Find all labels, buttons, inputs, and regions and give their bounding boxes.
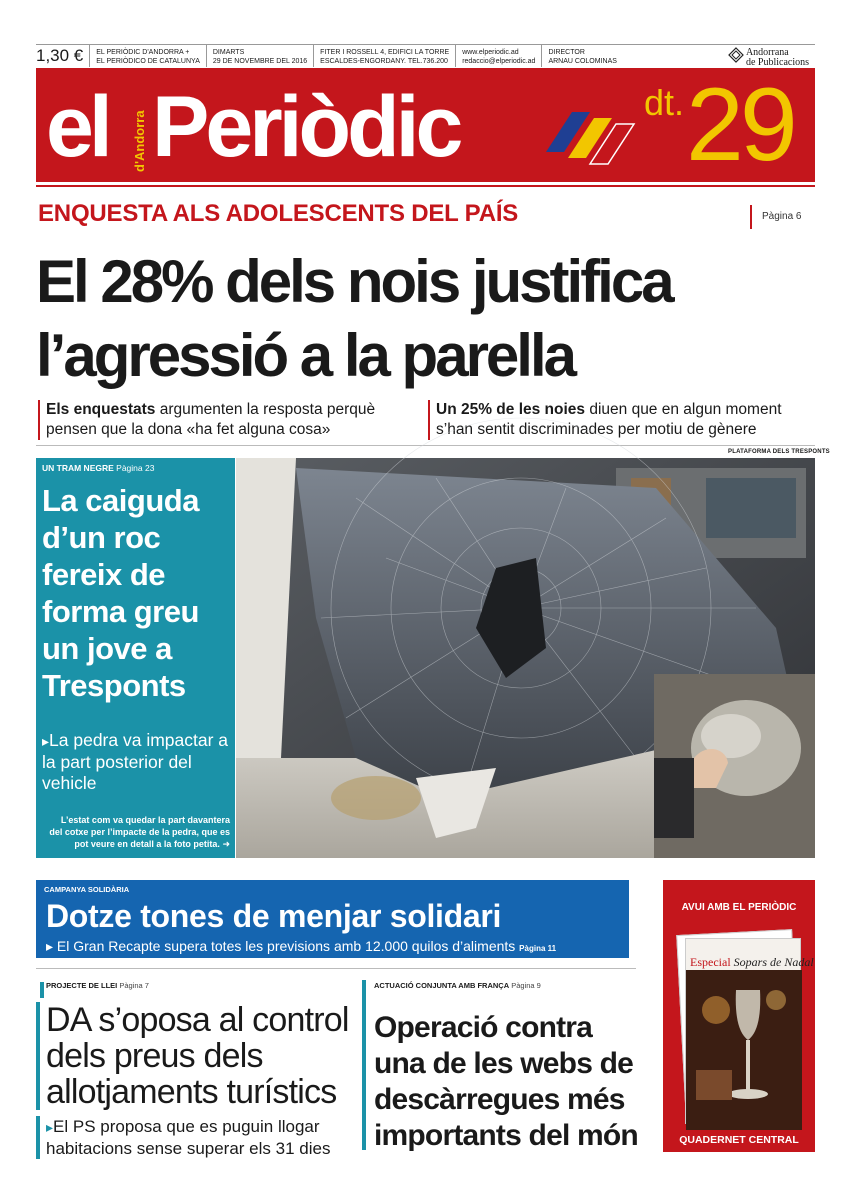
andorra-flag-icon xyxy=(544,112,634,172)
weekday: dt. xyxy=(644,82,685,123)
story1-title[interactable]: DA s’oposa al control dels preus dels allotjaments turístics xyxy=(36,1002,354,1110)
masthead xyxy=(36,68,815,182)
lead-page-ref[interactable]: Pàgina 6 xyxy=(750,205,801,229)
day-number: 29 xyxy=(686,67,794,183)
logo-el: el xyxy=(46,79,108,175)
website-link[interactable]: www.elperiodic.ad xyxy=(462,49,519,56)
director: DIRECTOR ARNAU COLOMINAS xyxy=(541,45,622,67)
photo-credit: PLATAFORMA DELS TRESPONTS xyxy=(728,449,830,455)
lead-kicker: ENQUESTA ALS ADOLESCENTS DEL PAÍS xyxy=(38,200,519,227)
car-photo[interactable] xyxy=(236,458,815,858)
wine-glass-image xyxy=(686,970,802,1130)
photo-caption: L’estat com va quedar la part davantera del cotxe per l’impacte de la pedra, que es pot veure en detall a la foto petita. ➜ xyxy=(49,815,230,849)
publisher-diamond-icon xyxy=(729,48,743,62)
supplement-promo[interactable] xyxy=(663,880,815,1152)
photo-story-bullet: ▸La pedra va impactar a la part posterior del vehicle xyxy=(42,730,229,793)
magazine-front-page xyxy=(685,938,814,1124)
promo-bottom: QUADERNET CENTRAL xyxy=(679,1134,799,1146)
banner-page-ref: Pàgina 11 xyxy=(519,944,557,953)
magazine-cover xyxy=(681,932,814,1124)
banner-bullet: ▸ El Gran Recapte supera totes les previsions amb 12.000 quilos d’aliments Pàgina 11 xyxy=(46,938,557,954)
bullet-triangle-icon: ▸ xyxy=(46,1119,54,1135)
web-contact[interactable] xyxy=(455,45,541,67)
publisher-info: EL PERIÒDIC D'ANDORRA + EL PERIÒDICO DE CATALUNYA xyxy=(89,45,206,67)
divider xyxy=(36,968,636,969)
publisher-group: Andorrana de Publicacions xyxy=(723,45,815,67)
lead-headline[interactable]: El 28% dels nois justifica l’agressió a la parella xyxy=(36,248,672,389)
bullet-triangle-icon: ▸ xyxy=(42,733,50,749)
story1-tag: PROJECTE DE LLEI Pàgina 7 xyxy=(46,981,149,990)
shattered-windshield-image xyxy=(236,458,815,858)
story2-title[interactable]: Operació contra una de les webs de descàrregues més importants del món xyxy=(374,1011,638,1152)
photo-story-tag: UN TRAM NEGRE Pàgina 23 xyxy=(42,463,155,473)
issue-date: DIMARTS 29 DE NOVEMBRE DEL 2016 xyxy=(206,45,313,67)
address: FITER I ROSSELL 4, EDIFICI LA TORRE ESCALDES-ENGORDANY. TEL.736.200 xyxy=(313,45,455,67)
email-link[interactable]: redaccio@elperiodic.ad xyxy=(462,58,536,65)
banner-title[interactable]: Dotze tones de menjar solidari xyxy=(46,898,502,934)
logo-periodic: Periòdic xyxy=(152,79,460,175)
photo-story-panel[interactable] xyxy=(36,458,235,858)
lead-subhead-1: Els enquestats argumenten la resposta perquè pensen que la dona «ha fet alguna cosa» xyxy=(38,400,408,440)
masthead-rule xyxy=(36,185,815,187)
story1-bullet: ▸El PS proposa que es puguin llogar habitacions sense superar els 31 dies xyxy=(36,1116,354,1159)
logo-andorra: d'Andorra xyxy=(132,110,147,172)
photo-story-title[interactable]: La caiguda d’un roc fereix de forma greu un jove a Tresponts xyxy=(42,483,199,703)
banner-tag: CAMPANYA SOLIDÀRIA xyxy=(44,885,130,894)
lead-subhead-2: Un 25% de les noies diuen que en algun moment s’han sentit discriminades per motiu de gènere xyxy=(428,400,808,440)
arrow-circle-icon: ➜ xyxy=(222,839,230,849)
divider xyxy=(36,445,815,446)
bullet-triangle-icon: ▸ xyxy=(46,938,54,954)
solidarity-banner[interactable] xyxy=(36,880,629,958)
story-tourist-rentals[interactable] xyxy=(36,980,354,1159)
story-download-webs[interactable] xyxy=(362,980,642,1150)
info-strip xyxy=(36,44,815,66)
promo-top: AVUI AMB EL PERIÒDIC xyxy=(681,902,797,913)
price: 1,30 € xyxy=(36,46,84,65)
magazine-header: Especial Sopars de Nadal xyxy=(690,955,814,969)
story2-tag: ACTUACIÓ CONJUNTA AMB FRANÇA Pàgina 9 xyxy=(374,981,541,990)
